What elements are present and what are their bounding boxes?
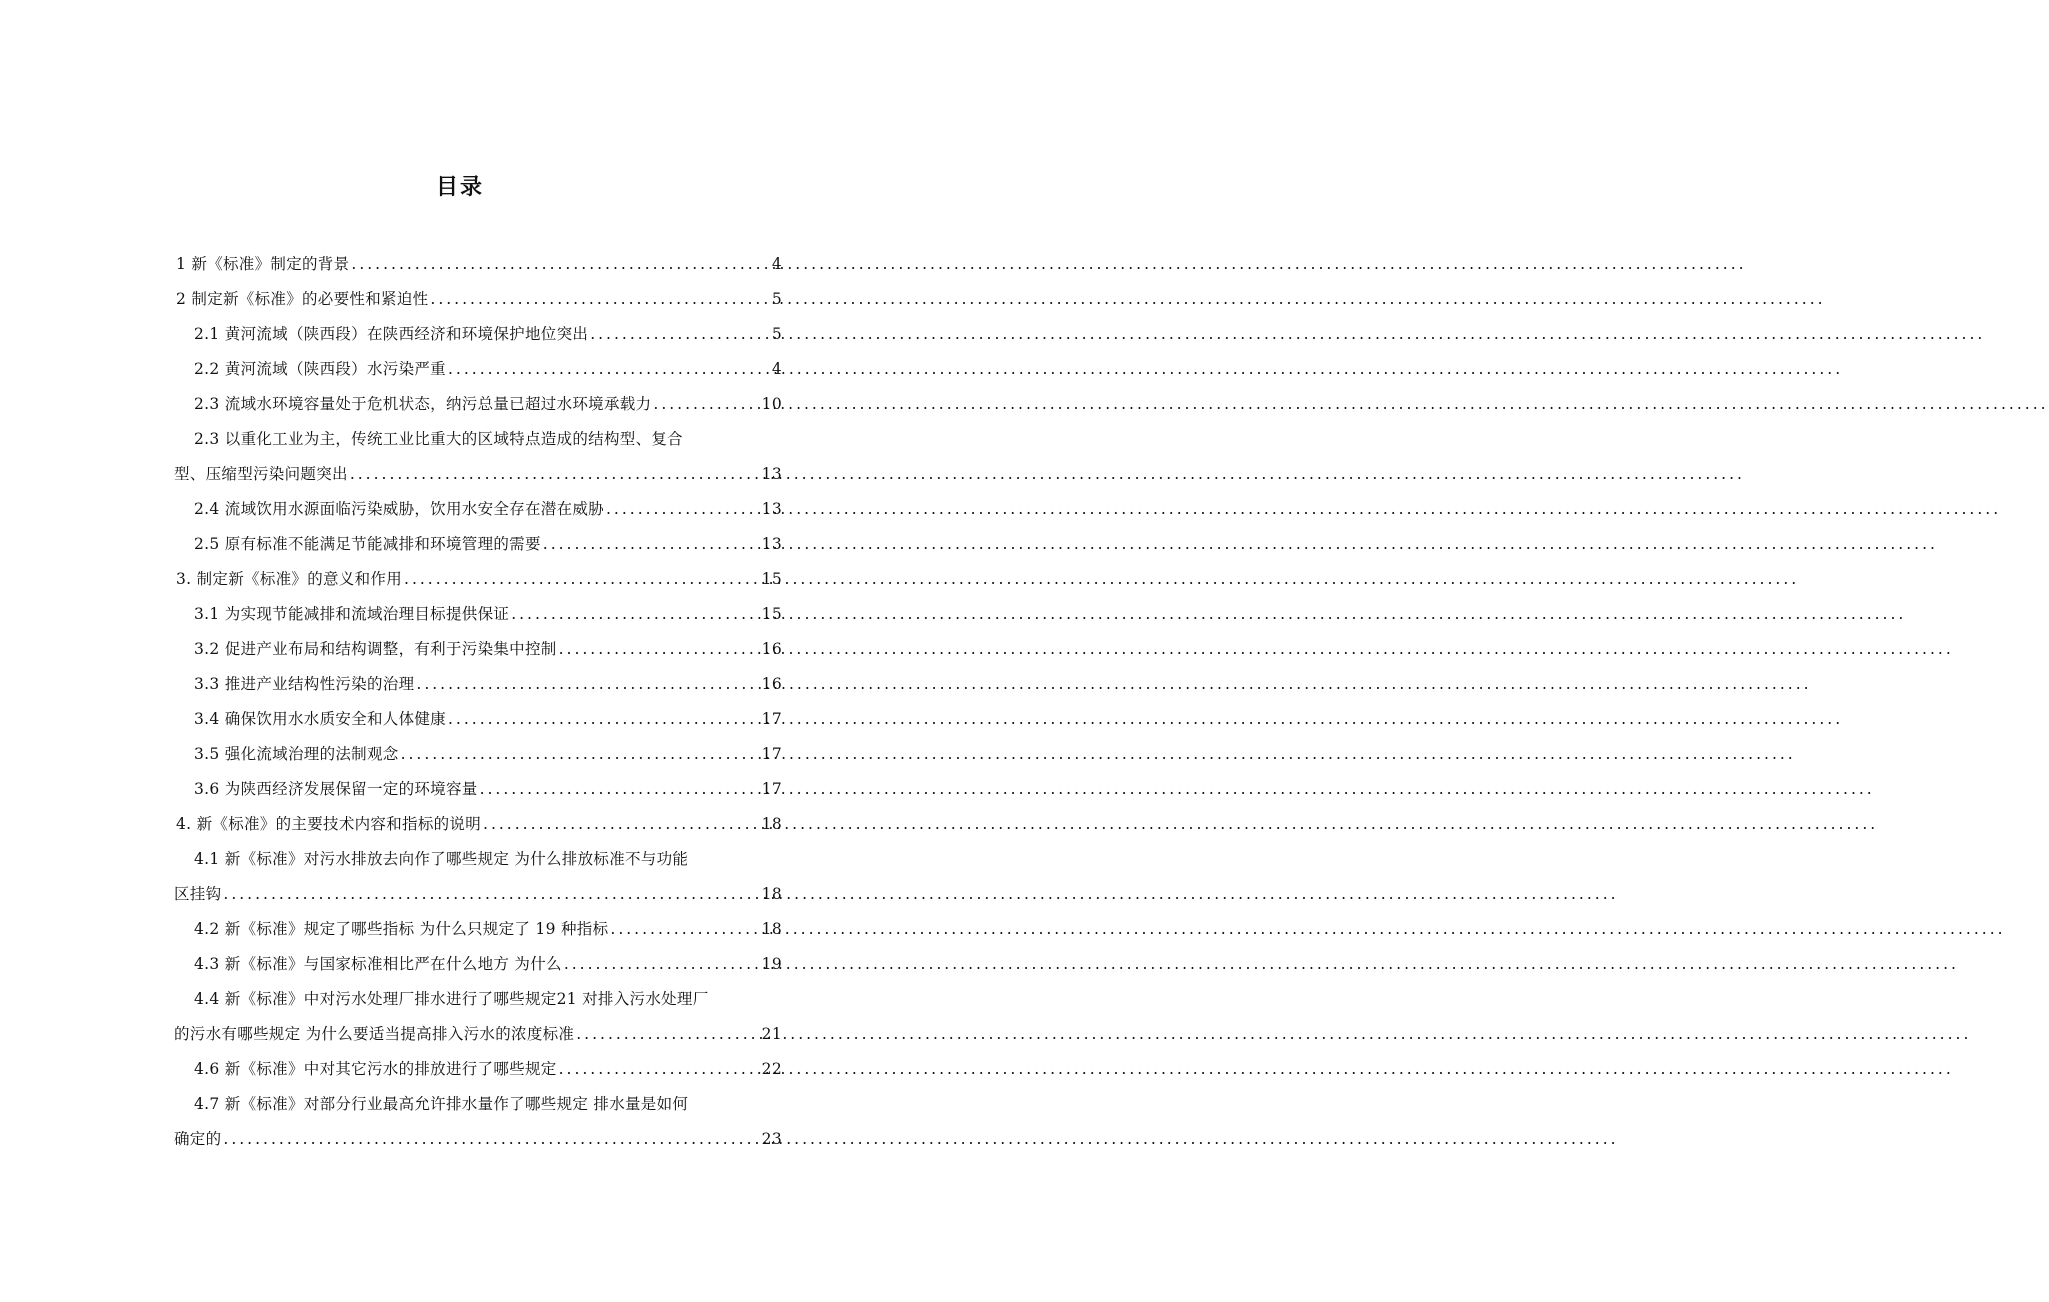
toc-entry-line bbox=[194, 737, 782, 772]
dot-leader bbox=[223, 1122, 759, 1157]
toc-entry-text: 3.3 推进产业结构性污染的治理 bbox=[194, 675, 415, 693]
toc-entry-page-number: 17 bbox=[761, 745, 782, 763]
dot-leader bbox=[416, 667, 759, 702]
toc-entry-line bbox=[194, 317, 782, 352]
toc-entry[interactable] bbox=[174, 772, 782, 807]
toc-entry-page-number: 13 bbox=[761, 465, 782, 483]
toc-entry-text: 3. 制定新《标准》的意义和作用 bbox=[176, 570, 403, 588]
toc-entry[interactable] bbox=[174, 1052, 782, 1087]
toc-entry[interactable] bbox=[174, 317, 782, 352]
toc-entry-line bbox=[174, 1122, 782, 1157]
toc-entry-text: 确定的 bbox=[174, 1130, 222, 1148]
toc-entry-page-number: 4 bbox=[771, 360, 782, 378]
toc-entry-line bbox=[194, 597, 782, 632]
toc-entry-text: 3.4 确保饮用水水质安全和人体健康 bbox=[194, 710, 446, 728]
toc-entry[interactable] bbox=[174, 947, 782, 982]
toc-entry-text: 2 制定新《标准》的必要性和紧迫性 bbox=[176, 290, 429, 308]
toc-entry-page-number: 16 bbox=[761, 675, 782, 693]
toc-entry-page-number: 5 bbox=[771, 325, 782, 343]
toc-entry-page-number: 4 bbox=[771, 255, 782, 273]
toc-entry-line bbox=[194, 632, 782, 667]
toc-entry-line bbox=[194, 387, 782, 422]
toc-entry-page-number: 17 bbox=[761, 710, 782, 728]
toc-entry[interactable] bbox=[174, 667, 782, 702]
toc-entry-text: 4.3 新《标准》与国家标准相比严在什么地方 为什么 bbox=[194, 955, 562, 973]
toc-entry[interactable] bbox=[174, 527, 782, 562]
dot-leader bbox=[483, 807, 760, 842]
toc-entry[interactable] bbox=[174, 632, 782, 667]
toc-entry-text: 2.1 黄河流域（陕西段）在陕西经济和环境保护地位突出 bbox=[194, 325, 589, 343]
toc-entry-line bbox=[174, 457, 782, 492]
toc-entry-text: 2.5 原有标准不能满足节能减排和环境管理的需要 bbox=[194, 535, 541, 553]
toc-entry-page-number: 13 bbox=[761, 500, 782, 518]
toc-entry-text: 2.2 黄河流域（陕西段）水污染严重 bbox=[194, 360, 446, 378]
toc-entry[interactable] bbox=[174, 352, 782, 387]
dot-leader bbox=[430, 282, 769, 317]
toc-entry-page-number: 21 bbox=[761, 1025, 782, 1043]
dot-leader bbox=[559, 1052, 760, 1087]
dot-leader bbox=[448, 702, 760, 737]
toc-entry-text: 4.2 新《标准》规定了哪些指标 为什么只规定了 19 种指标 bbox=[194, 920, 609, 938]
toc-entry-text: 4. 新《标准》的主要技术内容和指标的说明 bbox=[176, 815, 482, 833]
toc-entry-line bbox=[194, 772, 782, 807]
toc-entry-line bbox=[176, 247, 782, 282]
toc-entry-text-line1: 2.3 以重化工业为主，传统工业比重大的区域特点造成的结构型、复合 bbox=[194, 430, 683, 448]
dot-leader bbox=[448, 352, 770, 387]
toc-entry-page-number: 18 bbox=[761, 815, 782, 833]
toc-entry[interactable] bbox=[174, 702, 782, 737]
toc-entry-page-number: 5 bbox=[771, 290, 782, 308]
dot-leader bbox=[223, 877, 759, 912]
dot-leader bbox=[653, 387, 759, 422]
dot-leader bbox=[543, 527, 760, 562]
toc-entry-line bbox=[194, 527, 782, 562]
dot-leader bbox=[480, 772, 760, 807]
dot-leader bbox=[350, 457, 760, 492]
dot-leader bbox=[511, 597, 759, 632]
toc-entry-text: 3.2 促进产业布局和结构调整，有利于污染集中控制 bbox=[194, 640, 557, 658]
toc-entry-text: 4.6 新《标准》中对其它污水的排放进行了哪些规定 bbox=[194, 1060, 557, 1078]
toc-entry-page-number: 19 bbox=[761, 955, 782, 973]
toc-entry[interactable] bbox=[174, 842, 782, 912]
toc-entry-page-number: 15 bbox=[761, 570, 782, 588]
dot-leader bbox=[610, 912, 759, 947]
toc-entry-page-number: 18 bbox=[761, 920, 782, 938]
toc-entry-line bbox=[194, 492, 782, 527]
toc-entry-line bbox=[176, 807, 782, 842]
toc-entry-text-line1: 4.7 新《标准》对部分行业最高允许排水量作了哪些规定 排水量是如何 bbox=[194, 1095, 689, 1113]
dot-leader bbox=[606, 492, 760, 527]
toc-entry-text: 区挂钩 bbox=[174, 885, 222, 903]
toc-entry-text: 3.5 强化流域治理的法制观念 bbox=[194, 745, 399, 763]
toc-entry-page-number: 23 bbox=[761, 1130, 782, 1148]
toc-entry-line bbox=[194, 667, 782, 702]
toc-entry[interactable] bbox=[174, 737, 782, 772]
toc-entry[interactable] bbox=[174, 492, 782, 527]
toc-entry-text: 3.6 为陕西经济发展保留一定的环境容量 bbox=[194, 780, 478, 798]
toc-entry-line bbox=[194, 352, 782, 387]
toc-entry-page-number: 16 bbox=[761, 640, 782, 658]
dot-leader bbox=[564, 947, 760, 982]
toc-entry-page-number: 18 bbox=[761, 885, 782, 903]
toc-entry[interactable] bbox=[174, 387, 782, 422]
toc-entry[interactable] bbox=[174, 422, 782, 492]
toc-entry-text-line1: 4.4 新《标准》中对污水处理厂排水进行了哪些规定21 对排入污水处理厂 bbox=[194, 990, 709, 1008]
toc-entry[interactable] bbox=[174, 597, 782, 632]
toc-entry-text: 的污水有哪些规定 为什么要适当提高排入污水的浓度标准 bbox=[174, 1025, 575, 1043]
dot-leader bbox=[351, 247, 769, 282]
toc-entry[interactable] bbox=[174, 562, 782, 597]
dot-leader bbox=[559, 632, 760, 667]
toc-entry-page-number: 10 bbox=[761, 395, 782, 413]
toc-entry-line bbox=[176, 562, 782, 597]
toc-entry[interactable] bbox=[174, 807, 782, 842]
toc-entry[interactable] bbox=[174, 912, 782, 947]
toc-entry-page-number: 13 bbox=[761, 535, 782, 553]
toc-entry-line bbox=[174, 1017, 782, 1052]
toc-entry-page-number: 22 bbox=[761, 1060, 782, 1078]
toc-entry-text: 2.4 流域饮用水源面临污染威胁，饮用水安全存在潜在威胁 bbox=[194, 500, 604, 518]
dot-leader bbox=[576, 1017, 759, 1052]
toc-entry-line bbox=[174, 877, 782, 912]
toc-entry-line bbox=[176, 282, 782, 317]
table-of-contents bbox=[174, 247, 782, 1157]
toc-entry[interactable] bbox=[174, 247, 782, 282]
toc-entry-text: 2.3 流域水环境容量处于危机状态，纳污总量已超过水环境承载力 bbox=[194, 395, 652, 413]
toc-entry-page-number: 17 bbox=[761, 780, 782, 798]
toc-entry-line bbox=[194, 1052, 782, 1087]
dot-leader bbox=[404, 562, 760, 597]
toc-entry-text: 1 新《标准》制定的背景 bbox=[176, 255, 350, 273]
toc-entry-text: 型、压缩型污染问题突出 bbox=[174, 465, 348, 483]
toc-entry-text: 3.1 为实现节能减排和流域治理目标提供保证 bbox=[194, 605, 510, 623]
dot-leader bbox=[401, 737, 760, 772]
dot-leader bbox=[590, 317, 770, 352]
toc-entry-page-number: 15 bbox=[761, 605, 782, 623]
toc-entry-line bbox=[194, 947, 782, 982]
toc-entry-text-line1: 4.1 新《标准》对污水排放去向作了哪些规定 为什么排放标准不与功能 bbox=[194, 850, 689, 868]
toc-entry-line bbox=[194, 912, 782, 947]
toc-entry[interactable] bbox=[174, 282, 782, 317]
toc-entry[interactable] bbox=[174, 982, 782, 1052]
toc-entry-line bbox=[194, 702, 782, 737]
page-title: 目录 bbox=[435, 175, 484, 200]
toc-entry[interactable] bbox=[174, 1087, 782, 1157]
